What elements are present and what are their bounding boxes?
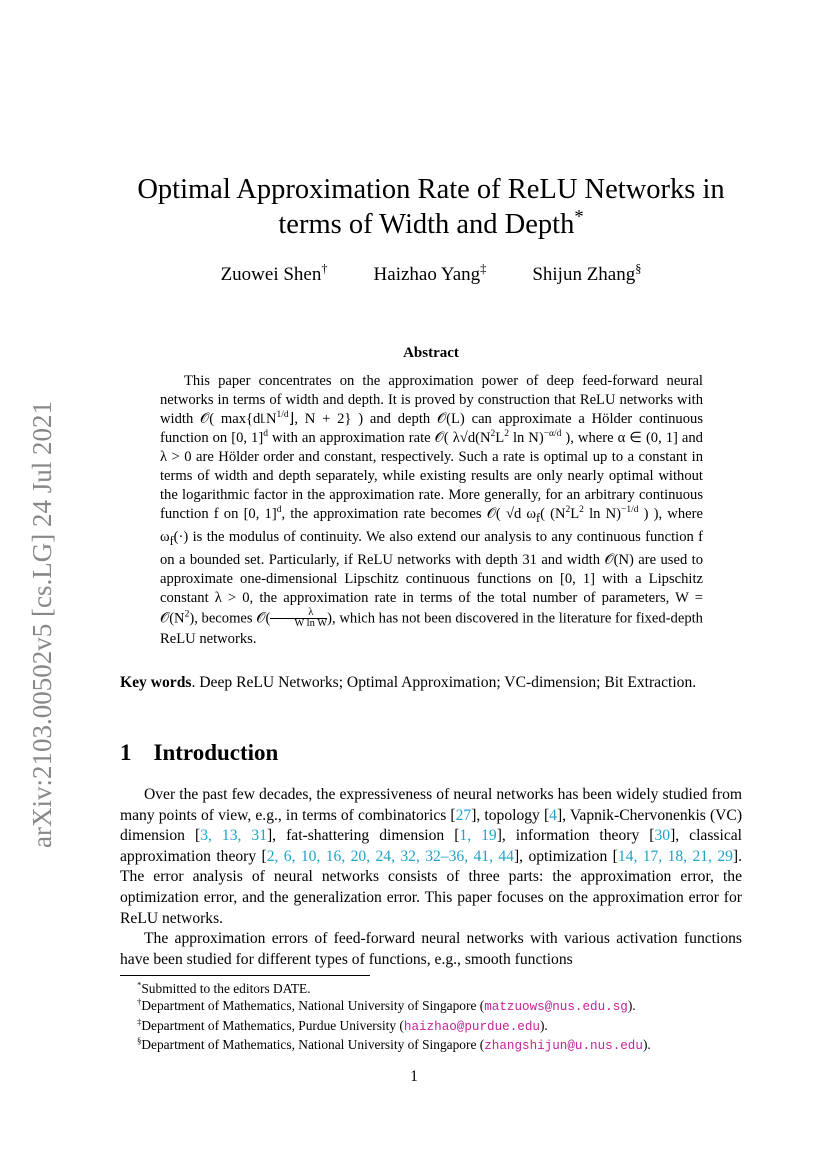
email-link[interactable]: zhangshijun@u.nus.edu <box>484 1039 643 1054</box>
footnote: §Department of Mathematics, National University of Singapore (zhangshijun@u.nus.edu). <box>137 1035 651 1054</box>
text-run: ], information theory [ <box>496 827 655 845</box>
title-footnote-mark: * <box>574 206 584 228</box>
email-link[interactable]: haizhao@purdue.edu <box>403 1019 540 1034</box>
text-run: ], fat-shattering dimension [ <box>266 827 460 845</box>
footnote: †Department of Mathematics, National University of Singapore (matzuows@nus.edu.sg). <box>137 996 636 1015</box>
citation-link[interactable]: 27 <box>455 806 472 824</box>
text-run: ], classical approximation theory [ <box>120 827 742 865</box>
arxiv-identifier: arXiv:2103.00502v5 [cs.LG] 24 Jul 2021 <box>27 401 57 848</box>
intro-paragraph-1 <box>120 785 742 929</box>
author-list <box>120 261 742 286</box>
text-run: ], topology [ <box>471 806 550 824</box>
abstract-heading: Abstract <box>403 345 459 361</box>
section-title: Introduction <box>153 740 279 765</box>
keywords <box>120 673 742 693</box>
text-run: ], optimization [ <box>513 847 618 865</box>
citation-link[interactable]: 2, 6, 10, 16, 20, 24, 32, 32–36, 41, 44 <box>266 847 514 865</box>
footnote-divider <box>120 975 370 976</box>
intro-paragraph-2: The approximation errors of feed-forward neural networks with various activation functions have been studied for different types of functions, e.g., smooth functions <box>120 930 742 968</box>
page-number: 1 <box>410 1068 418 1085</box>
keywords-label: Key words <box>120 674 192 691</box>
author: Haizhao Yang‡ <box>373 261 487 285</box>
section-heading <box>120 740 742 766</box>
abstract-body: This paper concentrates on the approximation power of deep feed-forward neural networks in terms of width and depth. It is proved by construction that ReLU networks with width 𝒪( $\max\{d⌊N^{1/d}⌋$, N + 2} ) and depth 𝒪(L) can approximate a Hölder continuous function on [0, 1]$^d$ with an approximation rate 𝒪( $\lambda√d(N^2L^2$ ln N)$^{-\alpha/d}$ ), where α ∈ (0, 1] and λ > 0 are Hölder order and constant, respectively. Such a rate is optimal up to a constant in terms of width and depth separately, while existing results are only nearly optimal without the logarithmic factor in the approximation rate. More generally, for an arbitrary continuous function f on [0, 1]$^d$, the approximation rate becomes 𝒪( √d $\omega_f$( ($N^2L^2$ ln N)$^{-1/d}$ ) ), where $\omega_f(\cdot)$ is the modulus of continuity. We also extend our analysis to any continuous function f on a bounded set. Particularly, if ReLU networks with depth 31 and width 𝒪(N) are used to approximate one-dimensional Lipschitz continuous functions on [0, 1] with a Lipschitz constant λ > 0, the approximation rate in terms of the total number of parameters, $W = 𝒪(N^2)$, becomes 𝒪( $\frac{\lambda}{\text{W ln W}}$ ), which has not been discovered in the literature for fixed-depth ReLU networks. <box>160 373 704 647</box>
citation-link[interactable]: 3, 13, 31 <box>200 827 267 845</box>
citation-link[interactable]: 4 <box>549 806 557 824</box>
section-number: 1 <box>120 740 132 765</box>
text-run: ], Vapnik-Chervonenkis (VC) dimension [ <box>120 806 743 845</box>
email-link[interactable]: matzuows@nus.edu.sg <box>484 1000 628 1015</box>
author: Zuowei Shen† <box>220 261 328 285</box>
footnote: *Submitted to the editors DATE. <box>137 979 311 996</box>
citation-link[interactable]: 1, 19 <box>459 827 497 845</box>
text-run: Over the past few decades, the expressiveness of neural networks has been widely studied from many points of view, e.g., in terms of combinatorics [ <box>120 786 742 824</box>
introduction-body <box>120 785 742 970</box>
citation-link[interactable]: 14, 17, 18, 21, 29 <box>617 847 733 865</box>
footnotes <box>120 980 760 1056</box>
paper-title <box>120 172 742 242</box>
author: Shijun Zhang§ <box>532 261 642 285</box>
title-line-1: Optimal Approximation Rate of ReLU Networks in <box>137 174 725 205</box>
keywords-text: . Deep ReLU Networks; Optimal Approximation; VC-dimension; Bit Extraction. <box>191 674 697 691</box>
footnote: ‡Department of Mathematics, Purdue University (haizhao@purdue.edu). <box>137 1016 548 1034</box>
title-line-2: terms of Width and Depth <box>278 209 575 240</box>
citation-link[interactable]: 30 <box>654 827 671 845</box>
text-run: ]. The error analysis of neural networks consists of three parts: the approximation error, the optimization error, and the generalization error. This paper focuses on the approximation error for ReLU networks. <box>120 847 743 927</box>
